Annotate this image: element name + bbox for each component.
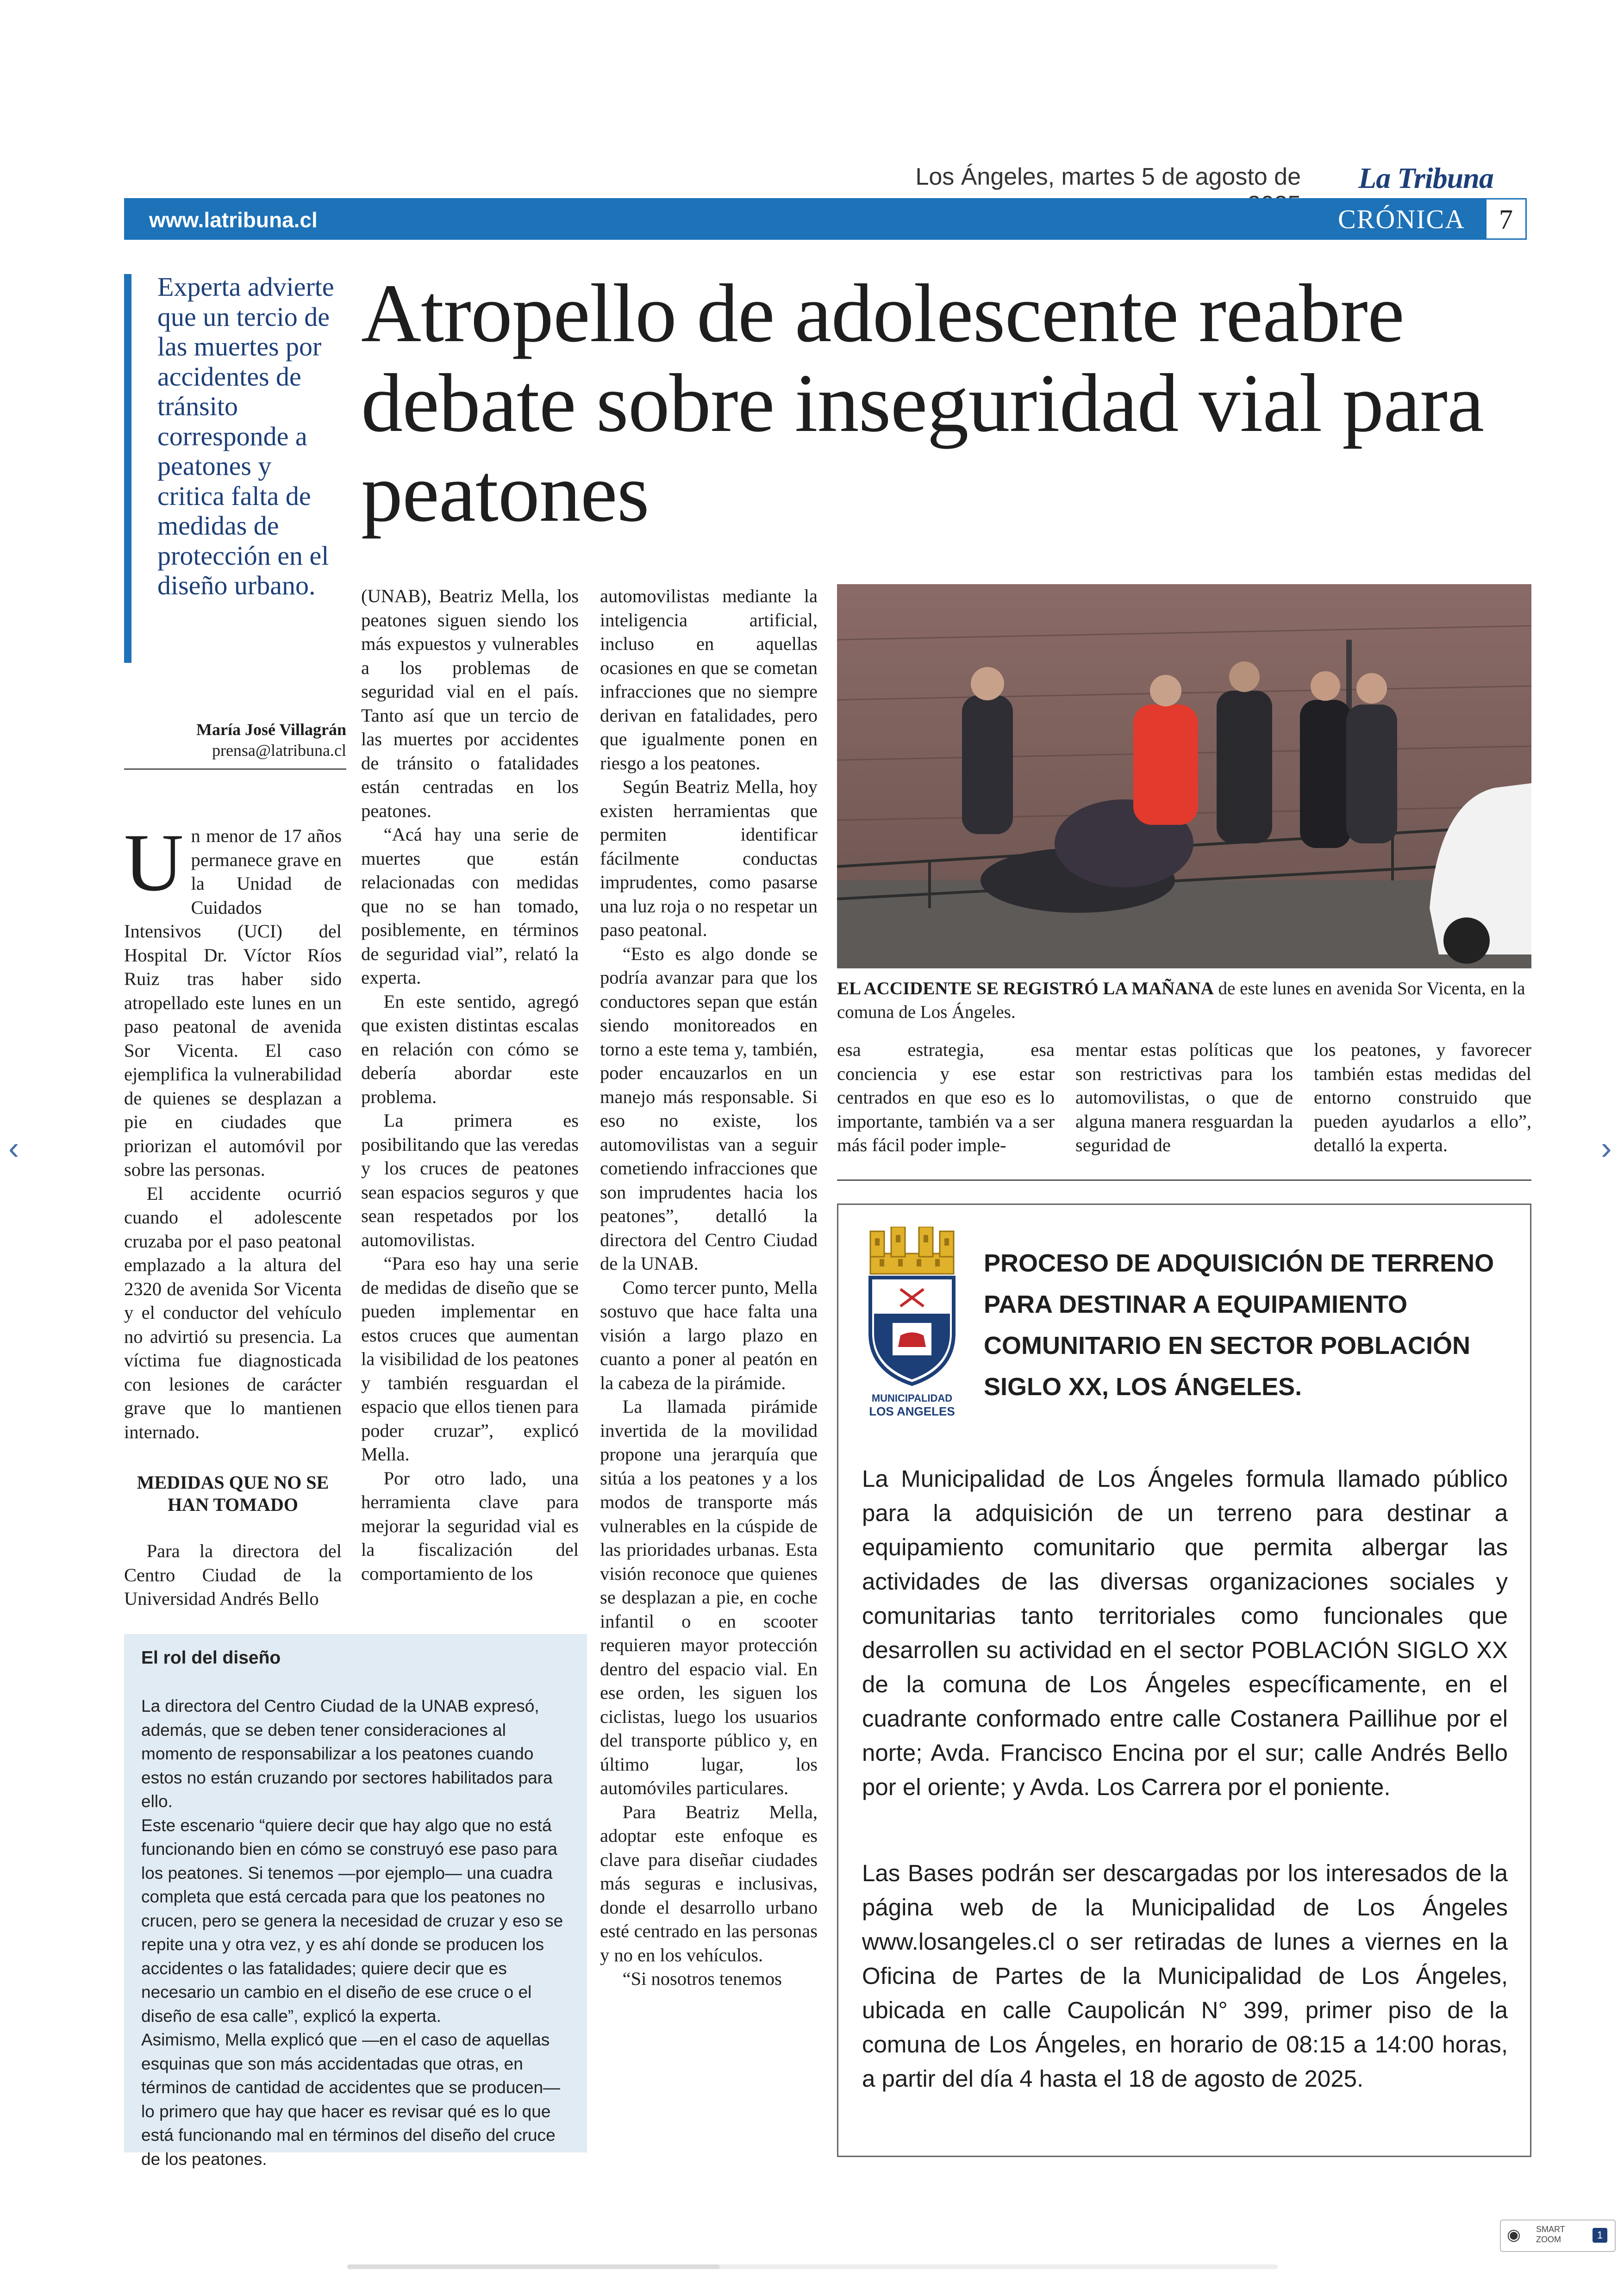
paragraph: La llamada pirámide invertida de la movilidad propone una jerarquía que sitúa a los peatones y a los modos de transporte más vulnerables en la cúspide de las prioridades urbanas. Esta visión reconoce que quienes se desplazan a pie, en coche infantil o en scooter requieren mayor protección dentro del espacio vial. En ese orden, les siguen los ciclistas, luego los usuarios del transporte público y, en último lugar, los automóviles particulares. — [600, 1396, 818, 1798]
sidebar-paragraph: La directora del Centro Ciudad de la UNAB expresó, además, que se deben tener consideraciones al momento de responsabilizar a los peatones cuando estos no están cruzando por sectores habilitados para ello. — [141, 1696, 553, 1811]
ad-paragraph: La Municipalidad de Los Ángeles formula llamado público para la adquisición de un terreno para destinar a equipamiento comunitario que permita albergar las actividades de las diversas organizaciones sociales y comunitarias tanto territoriales como funcionales que desarrollen su actividad en el sector POBLACIÓN SIGLO XX de la comuna de Los Ángeles específicamente, en el cuadrante conformado entre calle Costanera Paillihue por el norte; Avda. Francisco Encina por el sur; calle Andrés Bello por el oriente; y Avda. Los Carrera por el poniente. — [862, 1466, 1508, 1800]
paragraph: esa estrategia, esa conciencia y ese estar centrados en que eso es lo importante, también va a ser más fácil poder imple- — [837, 1039, 1055, 1155]
header-bar — [124, 198, 1485, 240]
subhead: MEDIDAS QUE NO SE HAN TOMADO — [137, 1472, 329, 1515]
smart-zoom-label: SMART ZOOM — [1536, 2225, 1565, 2244]
zoom-level-badge: 1 — [1593, 2228, 1607, 2243]
paragraph: “Si nosotros tenemos — [622, 1968, 782, 1989]
sidebar-title: El rol del diseño — [141, 1648, 281, 1668]
article-column-3 — [600, 584, 818, 1991]
crest-label: MUNICIPALIDAD — [871, 1392, 953, 1404]
paragraph: automovilistas mediante la inteligencia artificial, incluso en aquellas ocasiones en que se cometan infracciones que no siempre derivan en fatalidades, pero que igualmente ponen en riesgo a los peatones. — [600, 586, 818, 773]
paragraph: los peatones, y favorecer también estas medidas del entorno construido que pueden ayudarlos a ello”, detalló la experta. — [1314, 1039, 1531, 1155]
paragraph: Para Beatriz Mella, adoptar este enfoque es clave para diseñar ciudades más seguras e inclusivas, donde el desarrollo urbano esté centrado en las personas y no en los vehículos. — [600, 1801, 818, 1965]
article-column-6 — [1314, 1038, 1531, 1157]
ad-title: PROCESO DE ADQUISICIÓN DE TERRENO PARA DESTINAR A EQUIPAMIENTO COMUNITARIO EN SECTOR POBLACIÓN SIGLO XX, LOS ÁNGELES. — [984, 1249, 1494, 1401]
paragraph: En este sentido, agregó que existen distintas escalas en relación con cómo se debería abordar este problema. — [361, 991, 579, 1107]
author-email: prensa@latribuna.cl — [212, 741, 346, 760]
article-column-2 — [361, 584, 579, 1585]
paragraph: Para la directora del Centro Ciudad de la Universidad Andrés Bello — [124, 1540, 342, 1609]
paragraph: Por otro lado, una herramienta clave para mejorar la seguridad vial es la fiscalización del comportamiento de los — [361, 1467, 579, 1584]
paragraph: “Esto es algo donde se podría avanzar para que los conductores sepan que están siendo monitoreados en torno a este tema y, también, poder encauzarlos en un manejo más responsable. Si eso no existe, los automovilistas van a seguir cometiendo infracciones que son imprudentes hacia los peatones”, detalló la directora del Centro Ciudad de la UNAB. — [600, 943, 818, 1274]
article-summary: Experta advierte que un tercio de las muertes por accidentes de tránsito corresponde a peatones y critica falta de medidas de protección en el diseño urbano. — [157, 272, 334, 600]
page-scrollbar-thumb[interactable] — [347, 2264, 720, 2269]
newspaper-logo: La Tribuna — [1358, 162, 1493, 194]
dateline: Los Ángeles, martes 5 de agosto de — [915, 163, 1301, 190]
chevron-left-icon[interactable]: ‹ — [8, 1130, 19, 1166]
paragraph: Como tercer punto, Mella sostuvo que hace falta una visión a largo plazo en cuanto a poner al peatón en la cabeza de la pirámide. — [600, 1277, 818, 1393]
ad-paragraph: Las Bases podrán ser descargadas por los interesados de la página web de la Municipalidad de Los Ángeles www.losangeles.cl o ser retiradas de lunes a viernes en la Oficina de Partes de la Municipalidad de Los Ángeles, ubicada en calle Caupolicán N° 399, primer piso de la comuna de Los Ángeles, en horario de 08:15 a 14:00 horas, a partir del día 4 hasta el 18 de agosto de 2025. — [862, 1860, 1508, 2092]
chevron-right-icon[interactable]: › — [1601, 1130, 1612, 1166]
article-column-5 — [1075, 1038, 1293, 1157]
article-column-4 — [837, 1038, 1055, 1157]
site-url: www.latribuna.cl — [149, 208, 318, 232]
photo-caption: EL ACCIDENTE SE REGISTRÓ LA MAÑANA de este lunes en avenida Sor Vicenta, en la comuna de Los Ángeles. — [837, 979, 1525, 1022]
paragraph: “Acá hay una serie de muertes que están relacionadas con medidas que no se han tomado, posiblemente, en términos de seguridad vial”, relató la experta. — [361, 824, 579, 988]
section-label: CRÓNICA — [1338, 204, 1466, 234]
article-column-1 — [124, 817, 342, 1611]
paragraph: “Para eso hay una serie de medidas de diseño que se pueden implementar en estos cruces que aumentan la visibilidad de los peatones y también resguardan el espacio que ellos tienen para poder cruzar”, explicó Mella. — [361, 1253, 579, 1465]
page-number: 7 — [1499, 204, 1513, 235]
headline: Atropello de adolescente reabre debate sobre inseguridad vial para peatones — [361, 267, 1484, 539]
sidebar-text — [141, 1694, 569, 2171]
crest-label: LOS ANGELES — [869, 1404, 955, 1418]
sidebar-paragraph: Asimismo, Mella explicó que —en el caso de aquellas esquinas que son más accidentadas que otras, en términos de cantidad de accidentes que se producen— lo primero que hay que hacer es revisar qué es lo que está funcionando mal en términos del diseño del cruce de los peatones. — [141, 2030, 561, 2169]
paragraph: mentar estas políticas que son restrictivas para los automovilistas, o que de alguna manera resguardan la seguridad de — [1075, 1039, 1293, 1155]
eye-icon: ◉ — [1507, 2226, 1521, 2244]
paragraph: La primera es posibilitando que las veredas y los cruces de peatones sean espacios seguros y que sean respetados por los automovilistas. — [361, 1110, 579, 1250]
paragraph: Según Beatriz Mella, hoy existen herramientas que permiten identificar fácilmente conductas imprudentes, como pasarse una luz roja o no respetar un paso peatonal. — [600, 776, 818, 940]
paragraph: (UNAB), Beatriz Mella, los peatones siguen siendo los más expuestos y vulnerables a los problemas de seguridad vial en el país. Tanto así que un tercio de las muertes por accidentes de tránsito o fatalidades están centradas en los peatones. — [361, 586, 579, 821]
paragraph: El accidente ocurrió cuando el adolescente cruzaba por el paso peatonal emplazado a la altura del 2320 de avenida Sor Vicenta y el conductor del vehículo no advirtió su presencia. La víctima fue diagnosticada con lesiones de carácter grave que lo mantienen internado. — [124, 1183, 342, 1442]
accident-photo — [837, 584, 1531, 968]
divider — [124, 768, 346, 770]
sidebar-paragraph: Este escenario “quiere decir que hay algo que no está funcionando bien en cómo se construyó ese paso para los peatones. Si tenemos —por ejemplo— una cuadra completa que está cercada para que los peatones no crucen, pero se genera la necesidad de cruzar y eso se repite una y otra vez, y es ahí donde se producen los accidentes o las fatalidades; quiere decir que es necesario un cambio en el diseño de ese cruce o el diseño de esa calle”, explicó la experta. — [141, 1815, 563, 2026]
municipality-crest-icon — [861, 1227, 963, 1421]
divider — [837, 1179, 1531, 1181]
drop-cap: U — [124, 817, 184, 908]
lead-paragraph: Un menor de 17 años permanece grave en la Unidad de Cuidados Intensivos (UCI) del Hospital Dr. Víctor Ríos Ruiz tras haber sido atropellado este lunes en un paso peatonal de avenida Sor Vicenta. El caso ejemplifica la vulnerabilidad de quienes se desplazan a pie en ciudades que priorizan el automóvil por sobre las personas. — [124, 817, 342, 1180]
author-name: María José Villagrán — [196, 720, 346, 739]
summary-accent-bar — [124, 274, 131, 663]
